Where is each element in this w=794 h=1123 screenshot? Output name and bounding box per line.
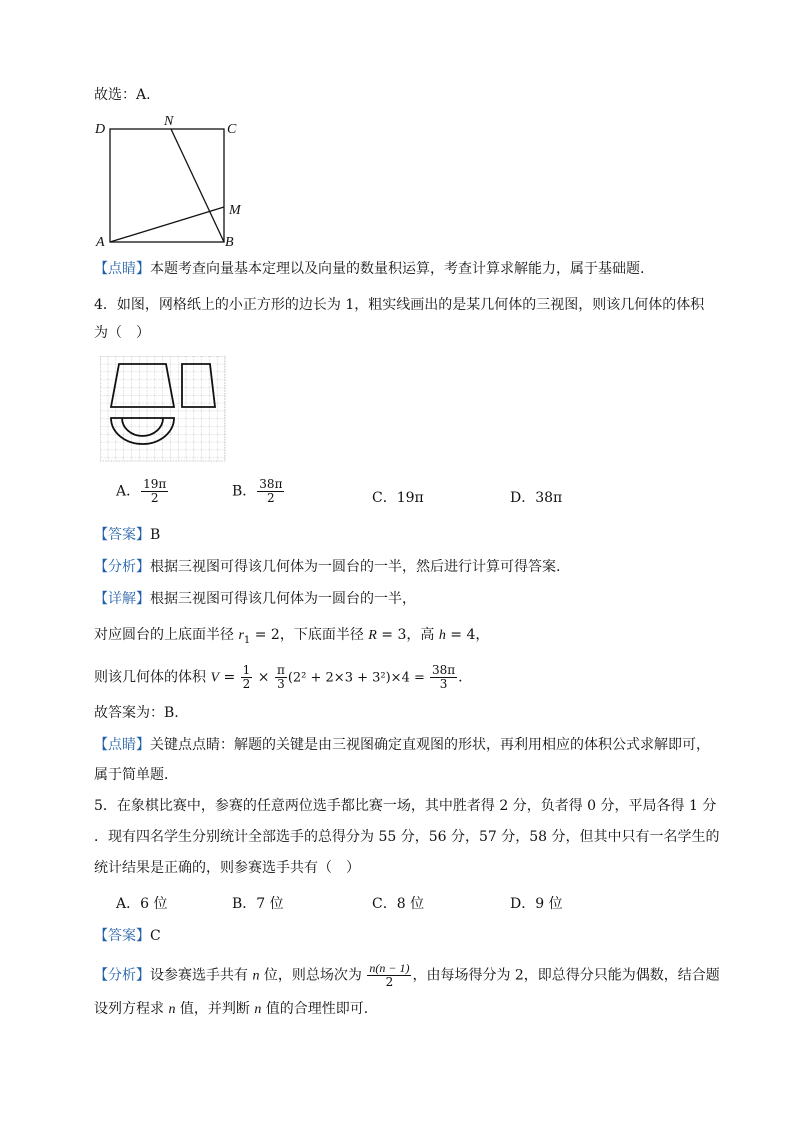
q5-option-B[interactable]: B．7 位	[232, 896, 284, 912]
comment-tag: 【点睛】	[94, 261, 150, 277]
three-view-figure	[100, 356, 226, 462]
q4-answer: B	[150, 527, 161, 543]
label-C: C	[227, 122, 237, 137]
select-answer-line: 故选：A.	[94, 87, 151, 103]
A-num: 19π	[143, 477, 167, 491]
q5-option-C[interactable]: C．8 位	[372, 896, 425, 912]
q4-option-B[interactable]: B． $\frac{38\pi}{2}$	[232, 477, 283, 505]
q5-stem-line-2: ．现有四名学生分别统计全部选手的总得分为 55 分，56 分，57 分，58 分，但其中只有一名学生的	[94, 829, 720, 845]
q5-analysis-line-1: 【分析】设参赛选手共有 n 位，则总场次为 $\frac{n(n - 1)}{2}$ ，由每场得分为 2，即总得分只能为偶数，结合题	[94, 961, 720, 989]
q5-stem-line-3: 统计结果是正确的，则参赛选手共有（ ）	[94, 860, 360, 876]
q4-comment-line-1: 【点睛】关键点点睛：解题的关键是由三视图确定直观图的形状，再利用相应的体积公式求解即可，	[94, 737, 710, 753]
q4-answer-line: 【答案】B	[94, 527, 161, 543]
B-num: 38π	[259, 477, 283, 491]
q4-option-D[interactable]: D．38π	[510, 490, 563, 506]
q4-volume-line: 则该几何体的体积 V = $\frac{1}{2}$ × $\frac{\pi}{3}$ (2² + 2×3 + 3²)×4 = $\frac{38\pi}{3}$ .	[94, 663, 463, 691]
label-A: A	[96, 235, 105, 250]
q4-detail-line: 【详解】根据三视图可得该几何体为一圆台的一半，	[94, 591, 416, 607]
label-M: M	[229, 203, 241, 218]
square-figure	[92, 112, 262, 252]
q5-option-A[interactable]: A．6 位	[116, 896, 168, 912]
q5-stem-line-1: 5．在象棋比赛中，参赛的任意两位选手都比赛一场，其中胜者得 2 分，负者得 0 分，平局各得 1 分	[94, 798, 717, 814]
q4-analysis-line: 【分析】根据三视图可得该几何体为一圆台的一半，然后进行计算可得答案.	[94, 559, 561, 575]
q5-option-D[interactable]: D．9 位	[510, 896, 563, 912]
q4-radius-line: 对应圆台的上底面半径 $r_1 = 2$，下底面半径 R = 3，高 h = 4，	[94, 627, 490, 646]
q4-option-A[interactable]: A． $\frac{19\pi}{2}$	[116, 477, 167, 505]
q5-answer-line: 【答案】C	[94, 928, 161, 944]
q4-comment-line-2: 属于简单题．	[94, 767, 178, 783]
q4-option-C[interactable]: C．19π	[372, 490, 424, 506]
q5-answer: C	[150, 928, 161, 944]
label-D: D	[95, 122, 106, 137]
B-den: 2	[267, 491, 275, 505]
A-den: 2	[150, 491, 159, 505]
prev-comment-line	[94, 260, 644, 278]
q5-analysis-line-2: 设列方程求 n 值，并判断 n 值的合理性即可.	[94, 1001, 369, 1017]
q4-stem-line-1: 4．如图，网格纸上的小正方形的边长为 1，粗实线画出的是某几何体的三视图，则该几何体的体积	[94, 297, 705, 313]
comment-text: 本题考查向量基本定理以及向量的数量积运算，考查计算求解能力，属于基础题.	[150, 261, 645, 277]
q4-stem-line-2: 为（ ）	[94, 325, 150, 341]
q4-final-line: 故答案为：B.	[94, 705, 179, 721]
label-B: B	[225, 235, 234, 250]
label-N: N	[164, 114, 174, 129]
